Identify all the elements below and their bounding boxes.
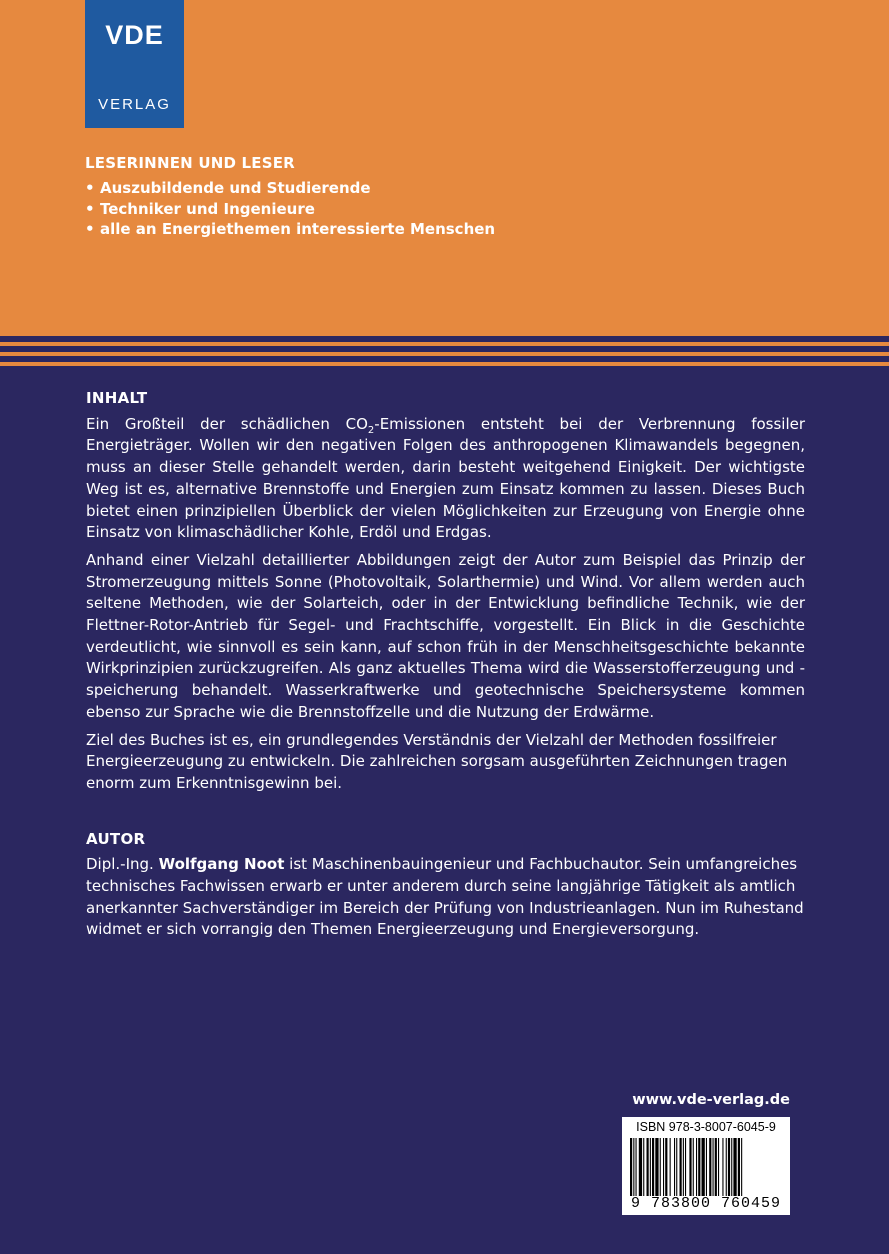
barcode-bar (670, 1138, 671, 1196)
barcode-bar (639, 1138, 642, 1196)
barcode-bar (683, 1138, 684, 1196)
barcode-bar (663, 1138, 664, 1196)
author-paragraph (86, 854, 805, 941)
barcode-bar (689, 1138, 691, 1196)
barcode-bar (665, 1138, 667, 1196)
content-paragraph-3: Ziel des Buches ist es, ein grundlegendes Verständnis der Vielzahl der Methoden fossilfreier Energieerzeugung zu entwickeln. Die zahlreichen sorgsam ausgeführten Zeichnungen tragen enorm zum Erkenntnisgewinn bei. (86, 730, 788, 792)
website-link[interactable]: www.vde-verlag.de (632, 1092, 790, 1108)
barcode-bar (660, 1138, 661, 1196)
barcode-bar (680, 1138, 682, 1196)
content-paragraph-1 (86, 414, 805, 544)
co2-subscript: 2 (367, 424, 375, 436)
stripe-divider (0, 342, 889, 346)
p1-rest-text: -Emissionen entsteht bei der Verbrennung fossiler Energieträger. Wollen wir den negativen Folgen des anthropogenen Klimawandels begegnen, muss an dieser Stelle gehandelt werden, darin besteht weitgehend Einigkeit. Der wichtigste Weg ist es, alternative Brennstoffe und Energien zum Einsatz kommen zu lassen. Dieses Buch bietet einen prinzipiellen Überblick der vielen Möglichkeiten zur Erzeugung von Energie ohne Einsatz von klimaschädlicher Kohle, Erdöl und Erdgas. (86, 414, 806, 542)
barcode-bar (633, 1138, 634, 1196)
barcode-bar (674, 1138, 675, 1196)
list-item: • Techniker und Ingenieure (85, 199, 495, 220)
barcode-bar (636, 1138, 637, 1196)
barcode-bar (693, 1138, 694, 1196)
p1-start-text: Ein Großteil der schädlichen CO (86, 414, 368, 433)
barcode-bar (733, 1138, 736, 1196)
barcode-bar (650, 1138, 651, 1196)
main-content (86, 388, 805, 947)
stripe-divider (0, 362, 889, 366)
author-bio: ist Maschinenbauingenieur und Fachbuchautor. Sein umfangreiches technisches Fachwissen erwarb er unter anderem durch seine langjährige Tätigkeit als amtlich anerkannter Sachverständiger im Bereich der Prüfung von Industrieanlagen. Nun im Ruhestand widmet er sich vorrangig den Themen Energieerzeugung und Energieversorgung. (86, 855, 804, 939)
barcode-bar (685, 1138, 686, 1196)
barcode-number: 9 783800 760459 (630, 1195, 782, 1212)
barcode-bar (630, 1138, 632, 1196)
stripe-divider (0, 352, 889, 356)
barcode-bar (696, 1138, 697, 1196)
barcode-bar (643, 1138, 644, 1196)
isbn-label: ISBN 978-3-8007-6045-9 (636, 1120, 776, 1134)
vde-verlag-logo[interactable] (85, 0, 184, 128)
list-item: • Auszubildende und Studierende (85, 178, 495, 199)
barcode-bar (741, 1138, 742, 1196)
barcode-bar (698, 1138, 700, 1196)
barcode-bar (702, 1138, 705, 1196)
barcode-bar (652, 1138, 654, 1196)
orange-header-panel (0, 0, 889, 336)
barcode-bar (738, 1138, 740, 1196)
author-section-title: AUTOR (86, 829, 146, 848)
logo-main-text: VDE (105, 20, 164, 50)
barcode-bar (647, 1138, 649, 1196)
content-paragraph-2: Anhand einer Vielzahl detaillierter Abbildungen zeigt der Autor zum Beispiel das Prinzip der Stromerzeugung mittels Sonne (Photovoltaik, Solarthermie) und Wind. Vor allem werden auch seltene Methoden, wie der Solarteich, oder in der Entwicklung befindliche Technik, wie der Flettner-Rotor-Antrieb für Segel- und Frachtschiffe, vorgestellt. Ein Blick in die Geschichte verdeutlicht, wie sinnvoll es sein kann, auf schon früh in der Menschheitsgeschichte bekannte Wirkprinzipien zurückzugreifen. Als ganz aktuelles Thema wird die Wasserstofferzeugung und -speicherung behandelt. Wasserkraftwerke und geotechnische Speichersysteme kommen ebenso zur Sprache wie die Brennstoffzelle und die Nutzung der Erdwärme. (86, 550, 805, 721)
barcode-bar (655, 1138, 658, 1196)
list-item: • alle an Energiethemen interessierte Menschen (85, 219, 495, 240)
barcode-bar (722, 1138, 723, 1196)
barcode-bar (715, 1138, 717, 1196)
logo-sub-text: VERLAG (98, 96, 171, 113)
barcode-bar (709, 1138, 711, 1196)
content-section-title: INHALT (86, 389, 148, 407)
barcode-bar (728, 1138, 730, 1196)
barcode-bar (731, 1138, 732, 1196)
readers-list (85, 178, 495, 240)
barcode-bar (713, 1138, 714, 1196)
barcode-bar (718, 1138, 719, 1196)
readers-title: LESERINNEN UND LESER (85, 154, 295, 172)
decorative-stripes (0, 336, 889, 376)
barcode-bar (676, 1138, 677, 1196)
section-spacer (86, 801, 805, 829)
barcode-bar (726, 1138, 727, 1196)
barcode-bar (706, 1138, 707, 1196)
author-prefix: Dipl.-Ing. (86, 855, 159, 874)
author-name: Wolfgang Noot (158, 855, 285, 874)
barcode-bars (630, 1138, 782, 1196)
isbn-barcode (622, 1117, 790, 1215)
readers-section (85, 154, 495, 240)
